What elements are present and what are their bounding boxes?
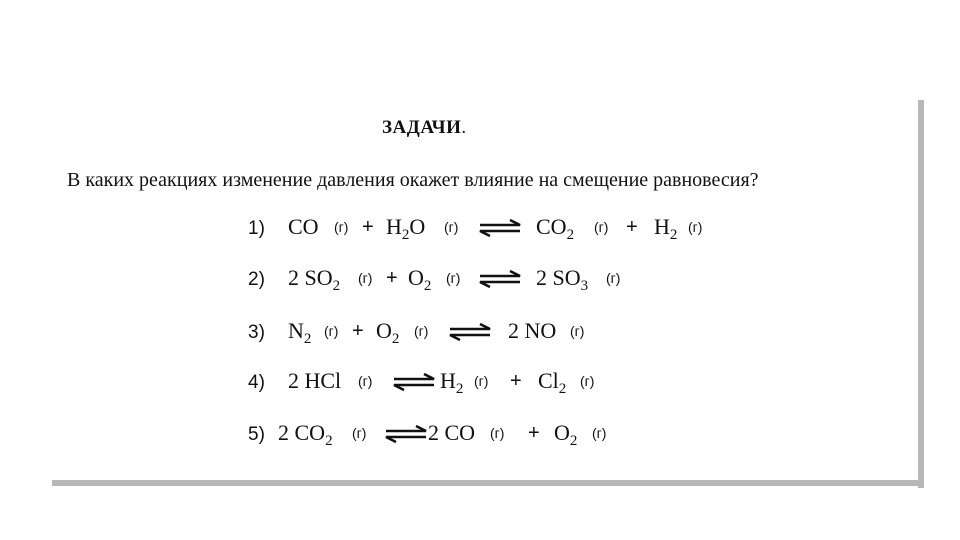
task-card bbox=[52, 100, 918, 480]
plus-sign: + bbox=[528, 422, 540, 444]
equilibrium-arrow-icon bbox=[478, 271, 522, 287]
plus-sign: + bbox=[386, 267, 398, 289]
formula-o2: $O_2$ bbox=[408, 265, 432, 294]
state-label: (г) bbox=[594, 219, 609, 235]
plus-sign: + bbox=[362, 216, 374, 238]
formula-2co: 2 CO bbox=[428, 420, 476, 445]
formula-cl2: $Cl_2$ bbox=[538, 368, 567, 397]
plus-sign: + bbox=[510, 370, 522, 392]
title-text: ЗАДАЧИ bbox=[382, 117, 462, 138]
page-title bbox=[382, 117, 467, 139]
equilibrium-arrow-icon bbox=[448, 324, 492, 340]
formula-2so3: 2 $SO_3$ bbox=[536, 265, 589, 294]
formula-2co2: 2 $CO_2$ bbox=[278, 420, 333, 449]
state-label: (г) bbox=[358, 373, 373, 389]
formula-co2: $CO_2$ bbox=[536, 214, 575, 243]
question-text: В каких реакциях изменение давления окажет влияние на смещение равновесия? bbox=[67, 169, 759, 191]
formula-n2: $N_2$ bbox=[288, 318, 312, 347]
equilibrium-arrow-icon bbox=[478, 220, 522, 236]
state-label: (г) bbox=[580, 373, 595, 389]
state-label: (г) bbox=[606, 270, 621, 286]
state-label: (г) bbox=[358, 270, 373, 286]
formula-h2o: $H_2O$ bbox=[386, 214, 426, 243]
equilibrium-arrow-icon bbox=[392, 374, 436, 390]
formula-2hcl: 2 HCl bbox=[288, 368, 342, 393]
reaction-number: 4) bbox=[248, 372, 265, 393]
card-shadow-bottom bbox=[52, 480, 924, 486]
reaction-number: 5) bbox=[248, 424, 265, 445]
card-shadow-right bbox=[918, 100, 924, 488]
reaction-number: 1) bbox=[248, 218, 265, 239]
state-label: (г) bbox=[352, 425, 367, 441]
formula-2so2: 2 $SO_2$ bbox=[288, 265, 341, 294]
formula-o2: $O_2$ bbox=[376, 318, 400, 347]
formula-h2: $H_2$ bbox=[654, 214, 678, 243]
plus-sign: + bbox=[626, 216, 638, 238]
state-label: (г) bbox=[570, 323, 585, 339]
title-punct: . bbox=[461, 117, 467, 138]
state-label: (г) bbox=[688, 219, 703, 235]
equilibrium-arrow-icon bbox=[384, 426, 428, 442]
state-label: (г) bbox=[490, 425, 505, 441]
formula-h2: $H_2$ bbox=[440, 368, 464, 397]
formula-o2: $O_2$ bbox=[554, 420, 578, 449]
state-label: (г) bbox=[446, 270, 461, 286]
state-label: (г) bbox=[592, 425, 607, 441]
state-label: (г) bbox=[334, 219, 349, 235]
state-label: (г) bbox=[324, 323, 339, 339]
plus-sign: + bbox=[352, 320, 364, 342]
formula-2no: 2 NO bbox=[508, 318, 557, 343]
reaction-number: 2) bbox=[248, 269, 265, 290]
formula-co: CO bbox=[288, 214, 319, 239]
state-label: (г) bbox=[414, 323, 429, 339]
state-label: (г) bbox=[474, 373, 489, 389]
state-label: (г) bbox=[444, 219, 459, 235]
reaction-number: 3) bbox=[248, 322, 265, 343]
